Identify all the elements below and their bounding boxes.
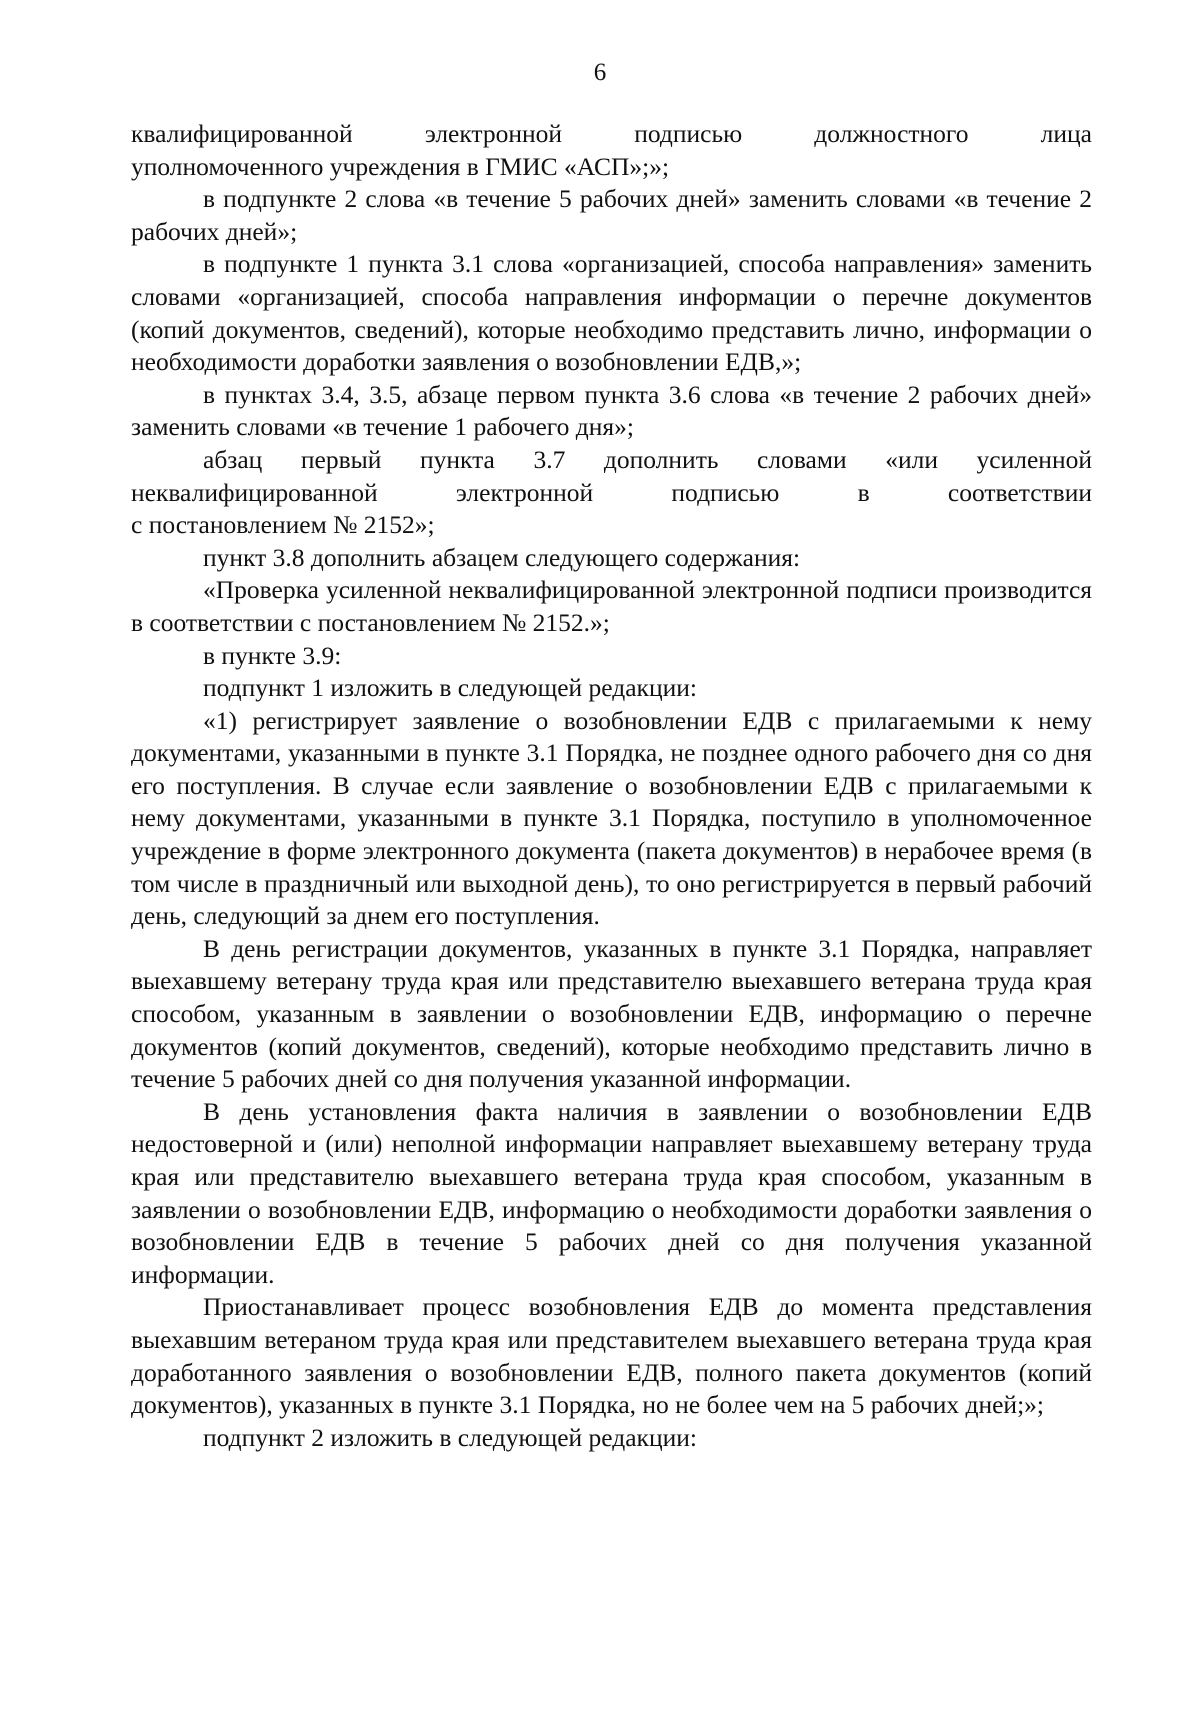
paragraph: «Проверка усиленной неквалифицированной электронной подписи производится в соответствии с постановлением № 2152.»; bbox=[131, 575, 1092, 637]
paragraph-continuation bbox=[131, 118, 1092, 183]
paragraph: в подпункте 2 слова «в течение 5 рабочих дней» заменить словами «в течение 2 рабочих дней»; bbox=[131, 184, 1092, 246]
page-number: 6 bbox=[593, 59, 607, 86]
paragraph: В день установления факта наличия в заявлении о возобновлении ЕДВ недостоверной и (или) неполной информации направляет выехавшему ветерану труда края или представителю выехавшего ветерана труда края способом, указанным в заявлении о возобновлении ЕДВ, информацию о необходимости доработки заявления о возобновлении ЕДВ в течение 5 рабочих дней со дня получения указанной информации. bbox=[131, 1096, 1092, 1289]
paragraph-line: неквалифицированной электронной подписью в соответствии bbox=[131, 477, 1092, 507]
paragraph-line: абзац первый пункта 3.7 дополнить словами «или усиленной bbox=[203, 444, 1092, 474]
document-body bbox=[131, 118, 1092, 1454]
paragraph: Приостанавливает процесс возобновления ЕДВ до момента представления выехавшим ветераном труда края или представителем выехавшего ветерана труда края доработанного заявления о возобновлении ЕДВ, полного пакета документов (копий документов), указанных в пункте 3.1 Порядка, но не более чем на 5 рабочих дней;»; bbox=[131, 1292, 1092, 1420]
paragraph: в пунктах 3.4, 3.5, абзаце первом пункта 3.6 слова «в течение 2 рабочих дней» заменить словами «в течение 1 рабочего дня»; bbox=[131, 379, 1092, 442]
paragraph: В день регистрации документов, указанных в пункте 3.1 Порядка, направляет выехавшему ветерану труда края или представителю выехавшего ветерана труда края способом, указанным в заявлении о возобновлении ЕДВ, информацию о перечне документов (копий документов, сведений), которые необходимо представить лично в течение 5 рабочих дней со дня получения указанной информации. bbox=[131, 933, 1092, 1094]
paragraph: в подпункте 1 пункта 3.1 слова «организацией, способа направления» заменить словами «организацией, способа направления информации о перечне документов (копий документов, сведений), которые необходимо представить лично, информации о необходимости доработки заявления о возобновлении ЕДВ,»; bbox=[131, 249, 1092, 377]
paragraph: «1) регистрирует заявление о возобновлении ЕДВ с прилагаемыми к нему документами, указанными в пункте 3.1 Порядка, не позднее одного рабочего дня со дня его поступления. В случае если заявление о возобновлении ЕДВ с прилагаемыми к нему документами, указанными в пункте 3.1 Порядка, поступило в уполномоченное учреждение в форме электронного документа (пакета документов) в нерабочее время (в том числе в праздничный или выходной день), то оно регистрируется в первый рабочий день, следующий за днем его поступления. bbox=[131, 705, 1092, 931]
paragraph: подпункт 2 изложить в следующей редакции: bbox=[203, 1422, 697, 1452]
paragraph-line: квалифицированной электронной подписью должностного лица bbox=[131, 119, 1092, 148]
paragraph: подпункт 1 изложить в следующей редакции: bbox=[203, 673, 697, 703]
paragraph-line: с постановлением № 2152»; bbox=[131, 510, 435, 540]
paragraph: в пункте 3.9: bbox=[203, 640, 342, 670]
paragraph: пункт 3.8 дополнить абзацем следующего содержания: bbox=[203, 542, 801, 572]
paragraph-line: уполномоченного учреждения в ГМИС «АСП»;»; bbox=[131, 151, 670, 181]
paragraph-three-lines bbox=[131, 444, 1092, 542]
